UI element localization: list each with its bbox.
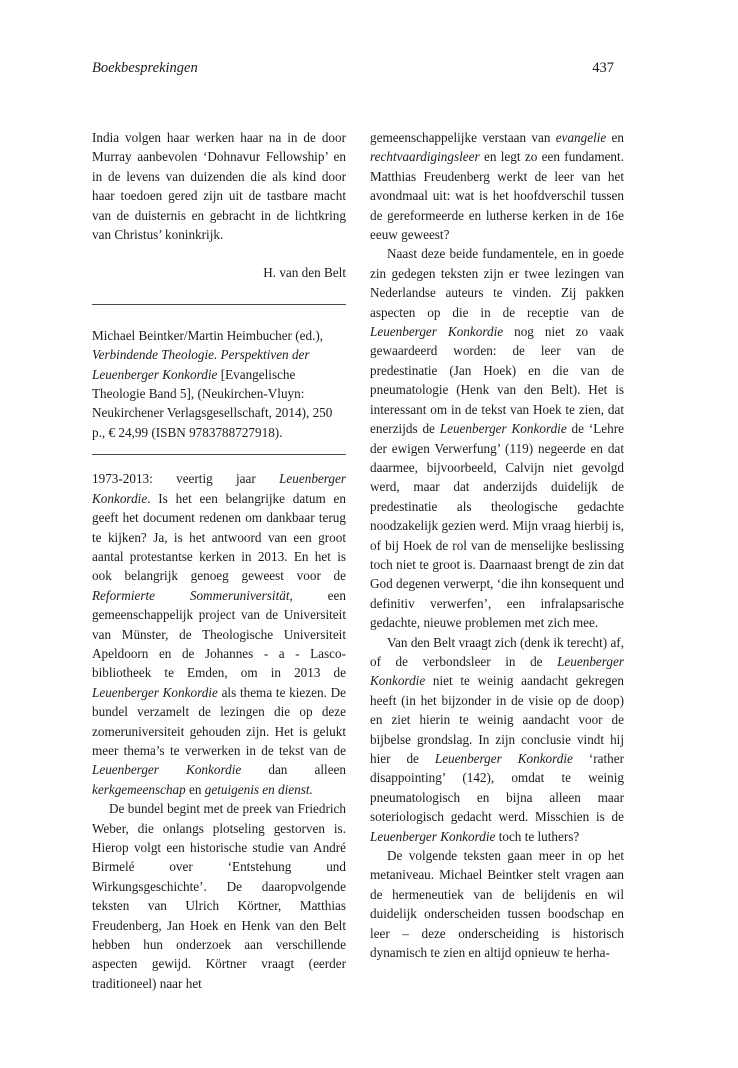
- right-column: [370, 128, 624, 962]
- review-paragraph-2: De bundel begint met de preek van Friedrich Weber, die onlangs plotseling gestorven is. Hierop volgt een historische studie van André Birmelé over ‘Entstehung und Wirkungsgeschichte’. De daaropvolgende teksten van Ulrich Körtner, Matthias Freudenberg, Jan Hoek en Henk van den Belt hebben hun onderzoek aan verschillende aspecten gewijd. Körtner vraagt (eerder traditioneel) naar het: [92, 801, 346, 991]
- text-run: ‘rather disappointing’ (142), omdat te weinig pneumatologisch en bijna alleen maar soteriologisch gedacht werd. Misschien is de: [370, 751, 624, 825]
- section-divider-bottom: [92, 454, 346, 455]
- text-run: en: [606, 130, 624, 145]
- text-run-italic: kerkgemeenschap: [92, 781, 186, 797]
- text-run-italic: Leuenberger Konkordie: [370, 653, 624, 689]
- review-paragraph-6: De volgende teksten gaan meer in op het metaniveau. Michael Beintker stelt vragen aan de hermeneutiek van de belijdenis en wil duidelijk onderscheiden tussen boodschap en leer – deze onderscheiding is historisch dynamisch te zien en altijd opnieuw te herha-: [370, 848, 624, 961]
- left-column: [92, 128, 346, 993]
- text-run-italic: getuigenis en dienst.: [204, 781, 313, 797]
- text-run: toch te luthers?: [495, 828, 580, 844]
- text-run: en legt zo een fundament. Matthias Freudenberg werkt de leer van het avondmaal uit: wat is het hoofdverschil tussen de gereformeerde en lutherse kerken in de 16e eeuw geweest?: [370, 149, 624, 243]
- bib-title: Verbindende Theologie. Perspektiven der Leuenberger Konkordie: [92, 347, 310, 382]
- text-run: dan alleen: [241, 762, 346, 778]
- review-paragraph-5: [370, 633, 624, 846]
- text-run-italic: evangelie: [555, 130, 607, 145]
- reviewer-signature: H. van den Belt: [263, 265, 346, 281]
- bib-details: [Evangelische Theologie Band 5], (Neukirchen-Vluyn: Neukirchener Verlagsgesellschaft, 2014), 250 p., € 24,99 (ISBN 9783788727918).: [92, 366, 333, 440]
- bib-editors: Michael Beintker/Martin Heimbucher (ed.),: [92, 327, 324, 343]
- text-run: nog niet zo vaak gewaardeerd worden: de leer van de predestinatie (Jan Hoek) en die van de pneumatologie (Henk van den Belt). Het is interessant om in de tekst van Hoek te zien, dat enerzijds de: [370, 324, 624, 437]
- review-paragraph-3: [370, 128, 624, 244]
- text-run: . Is het een belangrijke datum en geeft het document redenen om dankbaar terug te kijken? Ja, is het antwoord van een groot aantal protestantse kerken in 2013. En het is ook belangrijk genoeg geweest voor de: [92, 490, 346, 584]
- text-run: als thema te kiezen. De bundel verzamelt de lezingen die op deze zomeruniversiteit gehouden zijn. Het is gelukt meer thema’s te verwerken in de tekst van de: [92, 684, 346, 758]
- previous-review-ending: India volgen haar werken haar na in de door Murray aanbevolen ‘Dohnavur Fellowship’ en in de levens van duizenden die als kind door haar toedoen gered zijn uit de tastbare macht van de duisternis en gebracht in de lichtkring van Christus’ koninkrijk.: [92, 130, 346, 243]
- text-run: niet te weinig aandacht gekregen heeft (in het bijzonder in de visie op de doop) en ziet hierin te weinig aandacht voor de bijbelse grondslag. In zijn conclusie vindt hij hier de: [370, 673, 624, 766]
- review-paragraph-1: [92, 469, 346, 799]
- text-run-italic: Leuenberger Konkordie: [92, 684, 218, 700]
- text-run-italic: Leuenberger Konkordie: [439, 421, 567, 437]
- page-number: 437: [592, 60, 614, 76]
- text-run: en: [185, 781, 205, 797]
- text-run: Van den Belt vraagt zich (denk ik terecht) af, of de verbondsleer in de: [370, 634, 624, 669]
- text-run: gemeenschappelijke verstaan van: [370, 130, 556, 145]
- section-divider-top: [92, 304, 346, 305]
- text-run-italic: rechtvaardigingsleer: [370, 149, 480, 165]
- text-run: 1973-2013: veertig jaar: [92, 471, 280, 487]
- bibliographic-entry: [92, 326, 346, 442]
- text-run: de ‘Lehre der ewigen Verwerfung’ (119) negeerde en dat daarmee, bijvoorbeeld, Calvijn niet gevolgd werd, maar dat anderzijds duidelijk de predestinatie als theologische gedachte noodzakelijk gezien werd. Mijn vraag hierbij is, of bij Hoek de rol van de menselijke beslissing toch niet te groot is. Daarnaast brengt de zin dat God degenen verwerpt, ‘die ihn konsequent und definitiv verwerfen’, een infralapsarische gedachte, nieuwe problemen met zich mee.: [370, 421, 624, 631]
- text-run-italic: Leuenberger Konkordie: [370, 324, 504, 340]
- text-run-italic: Reformierte Sommeruniversität,: [92, 587, 293, 603]
- running-title: Boekbesprekingen: [92, 60, 198, 76]
- text-run-italic: Leuenberger Konkordie: [434, 751, 573, 766]
- text-run-italic: Leuenberger Konkordie: [370, 828, 496, 844]
- text-run: een gemeenschappelijk project van de Universiteit van Münster, de Theologische Universiteit Apeldoorn en de Johannes - a - Lasco-bibliotheek te Emden, om in 2013 de: [92, 587, 346, 681]
- review-paragraph-4: [370, 244, 624, 632]
- page-header: [92, 60, 614, 82]
- text-run-italic: Leuenberger Konkordie: [92, 471, 346, 506]
- text-run-italic: Leuenberger Konkordie: [92, 762, 242, 778]
- text-run: Naast deze beide fundamentele, en in goede zin gedegen teksten zijn er twee lezingen van Nederlandse auteurs te vinden. Zij pakken aspecten op die in de receptie van de: [370, 246, 624, 320]
